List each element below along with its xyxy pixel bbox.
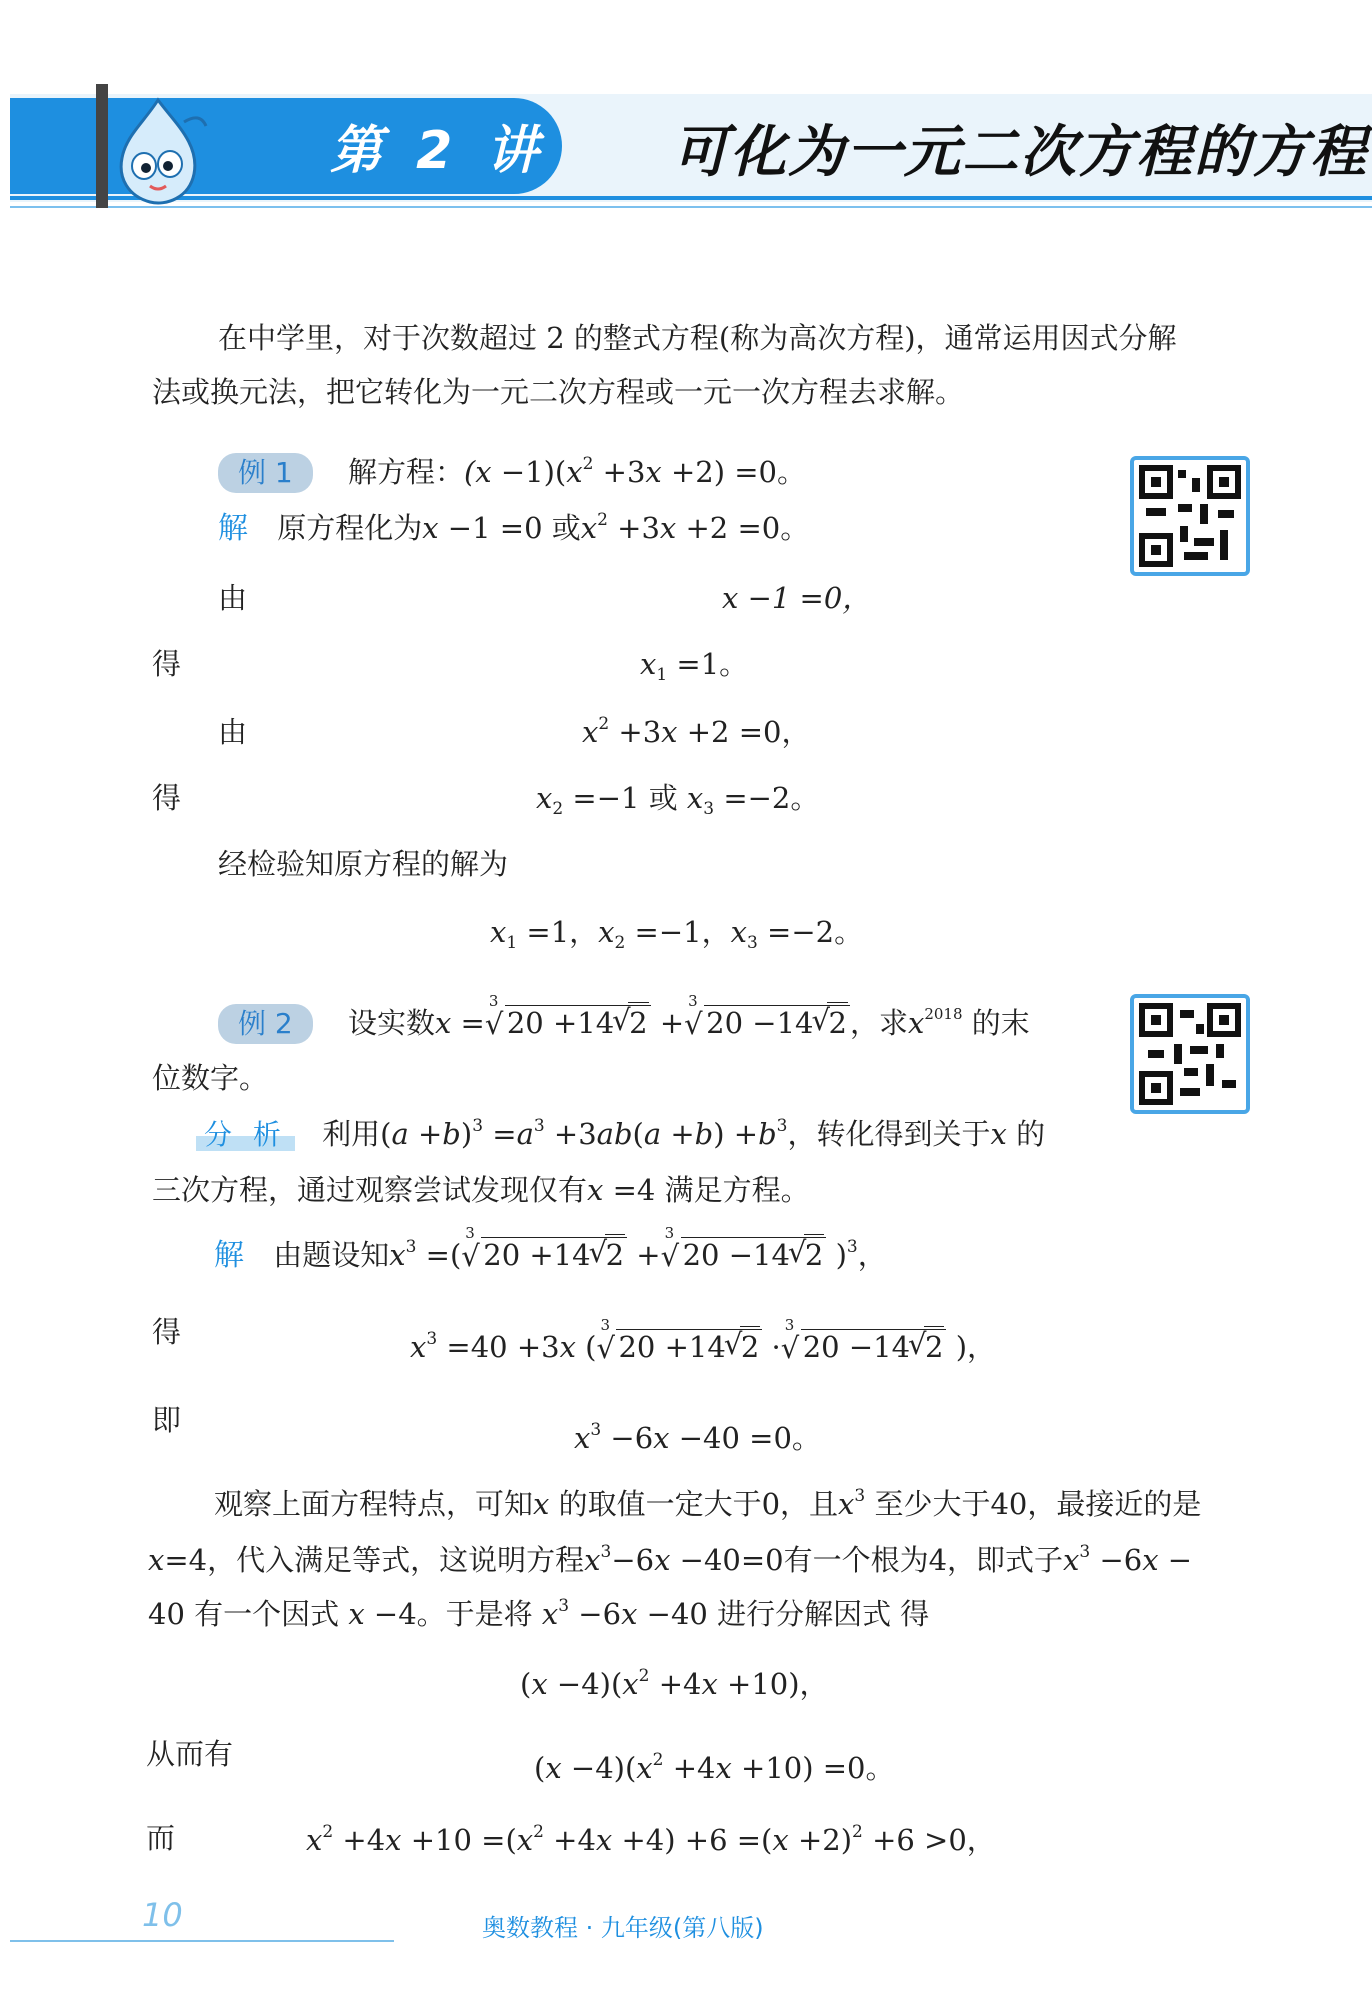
de-1: 得 — [152, 647, 182, 681]
problem-2-line-2: 位数字。 — [152, 1061, 269, 1095]
solve-tag-2: 解 — [214, 1238, 244, 1273]
qr-code-2[interactable] — [1130, 994, 1250, 1114]
solve-2-line: 解 由题设知$x^3$ =( 3 √ 20 +14√ 2 + 3 √ 20 −14√ 2 )$^3$， — [214, 1234, 887, 1276]
obs3-post: 进行分解因式 得 — [717, 1597, 930, 1631]
problem-2-post: ，求 — [849, 1006, 908, 1040]
de-2: 得 — [152, 781, 182, 815]
de-3: 得 — [152, 1315, 182, 1349]
mascot-icon — [104, 92, 212, 212]
problem-2-pre: 设实数 — [347, 1006, 435, 1040]
observe-line-2: x=4，代入满足等式，这说明方程$x^3-6x -40=0$有一个根为4，即式子$x^3 -6x$ − — [148, 1542, 1193, 1577]
book-title: 奥数教程 · 九年级(第八版) — [482, 1914, 764, 1942]
analysis-tag: 分 析 — [196, 1118, 295, 1151]
observe-line-3: 40 有一个因式 x −4。于是将 $x^3 -6x -40$ 进行分解因式 得 — [148, 1596, 930, 1631]
ji-1: 即 — [152, 1403, 182, 1437]
conclusion-1: 经检验知原方程的解为 — [218, 847, 509, 881]
page-number: 10 — [142, 1896, 183, 1934]
example-1-solve: 解 原方程化为x −1 =0 或$x^2 +3x +2 =0$。 — [218, 510, 810, 546]
solve-tag-1: 解 — [218, 511, 248, 546]
chapter-title: 可化为一元二次方程的方程 — [672, 120, 1368, 185]
eq-positive: $x^2 +4x +10 =(x^2 +4x +4) +6 =(x +2)^2 +6 >0$， — [306, 1822, 996, 1857]
analysis-line-2-pre: 三次方程，通过观察尝试发现仅有 — [152, 1173, 588, 1207]
obs1-post: 至少大于40，最接近的是 — [874, 1487, 1202, 1521]
eq-factored: $(x -4)(x^2 +4x +10)$， — [520, 1666, 829, 1701]
you-1: 由 — [218, 581, 248, 615]
qr-pattern-icon — [1134, 998, 1246, 1110]
example-1-label: 解方程： — [347, 455, 464, 489]
example-2-tag: 例 2 — [218, 1004, 313, 1044]
intro-line-2: 法或换元法，把它转化为一元二次方程或一元一次方程去求解。 — [152, 375, 965, 409]
intro-line-1: 在中学里，对于次数超过 2 的整式方程(称为高次方程)，通常运用因式分解 — [218, 321, 1177, 355]
or-word-1: 或 — [551, 511, 581, 545]
qr-pattern-icon — [1134, 460, 1246, 572]
eq-cubic: $x^3 -6x -40 =0$。 — [574, 1420, 821, 1455]
qr-code-1[interactable] — [1130, 456, 1250, 576]
eq-x2-x3: $x_2 =-1$ 或 $x_3 =-2$。 — [536, 781, 820, 819]
or-word-2: 或 — [648, 781, 678, 815]
obs3-pre: 40 有一个因式 — [148, 1597, 340, 1631]
solution-set-1: $x_1 =1$，$x_2 =-1$，$x_3 =-2$。 — [490, 915, 864, 953]
example-1-problem: 例 1 解方程：$(x -1)(x^2 +3x +2) =0$。 — [218, 452, 806, 493]
analysis-pre: 利用 — [322, 1117, 381, 1151]
obs3-mid: 。于是将 — [416, 1597, 533, 1631]
analysis-end: 的 — [1016, 1117, 1046, 1151]
analysis-line-2-post: 满足方程。 — [664, 1173, 810, 1207]
eq-x-minus-1: x −1 =0， — [722, 581, 872, 615]
solve-1-text: 原方程化为 — [277, 511, 423, 545]
example-2-problem: 例 2 设实数x = 3 √ 20 +14√ 2 + 3 √ 20 −14√ 2 ，求$x^{2018}$ 的末 — [218, 1002, 1030, 1044]
header-rule — [10, 196, 1372, 200]
obs1-mid: 的取值一定大于0，且 — [558, 1487, 839, 1521]
obs2-mid: =0有一个根为4，即式子 — [740, 1543, 1064, 1577]
analysis-post: ，转化得到关于 — [787, 1117, 991, 1151]
lecture-number: 第 2 讲 — [330, 121, 547, 181]
obs1-pre: 观察上面方程特点，可知 — [214, 1487, 534, 1521]
analysis-line-1: 分 析 利用$(a +b)^3 =a^3 +3ab(a +b) +b^3$，转化得到关于x 的 — [196, 1114, 1045, 1155]
obs2-pre: =4，代入满足等式，这说明方程 — [164, 1543, 585, 1577]
footer-rule — [10, 1940, 394, 1942]
problem-2-end: 的末 — [971, 1006, 1030, 1040]
you-2: 由 — [218, 715, 248, 749]
observe-line-1: 观察上面方程特点，可知x 的取值一定大于0，且$x^3$ 至少大于40，最接近的是 — [214, 1486, 1202, 1521]
er: 而 — [146, 1821, 176, 1855]
solve-2-pre: 由题设知 — [273, 1238, 390, 1272]
eq-x1: $x_1 =1$。 — [640, 647, 749, 685]
example-1-tag: 例 1 — [218, 453, 313, 493]
eq-cube-expand: $x^3 =40 +3x$ ( 3 √ 20 +14√ 2 · 3 √ 20 −14√ 2 )， — [410, 1326, 996, 1367]
congerhao: 从而有 — [146, 1737, 234, 1771]
header-rule-thin — [10, 206, 1372, 208]
analysis-line-2: 三次方程，通过观察尝试发现仅有x =4 满足方程。 — [152, 1173, 810, 1207]
exp-2018: 2018 — [924, 1005, 963, 1023]
eq-quadratic-1: $x^2 +3x +2 =0$， — [582, 714, 811, 749]
eq-factored-zero: $(x -4)(x^2 +4x +10) =0$。 — [534, 1750, 895, 1785]
